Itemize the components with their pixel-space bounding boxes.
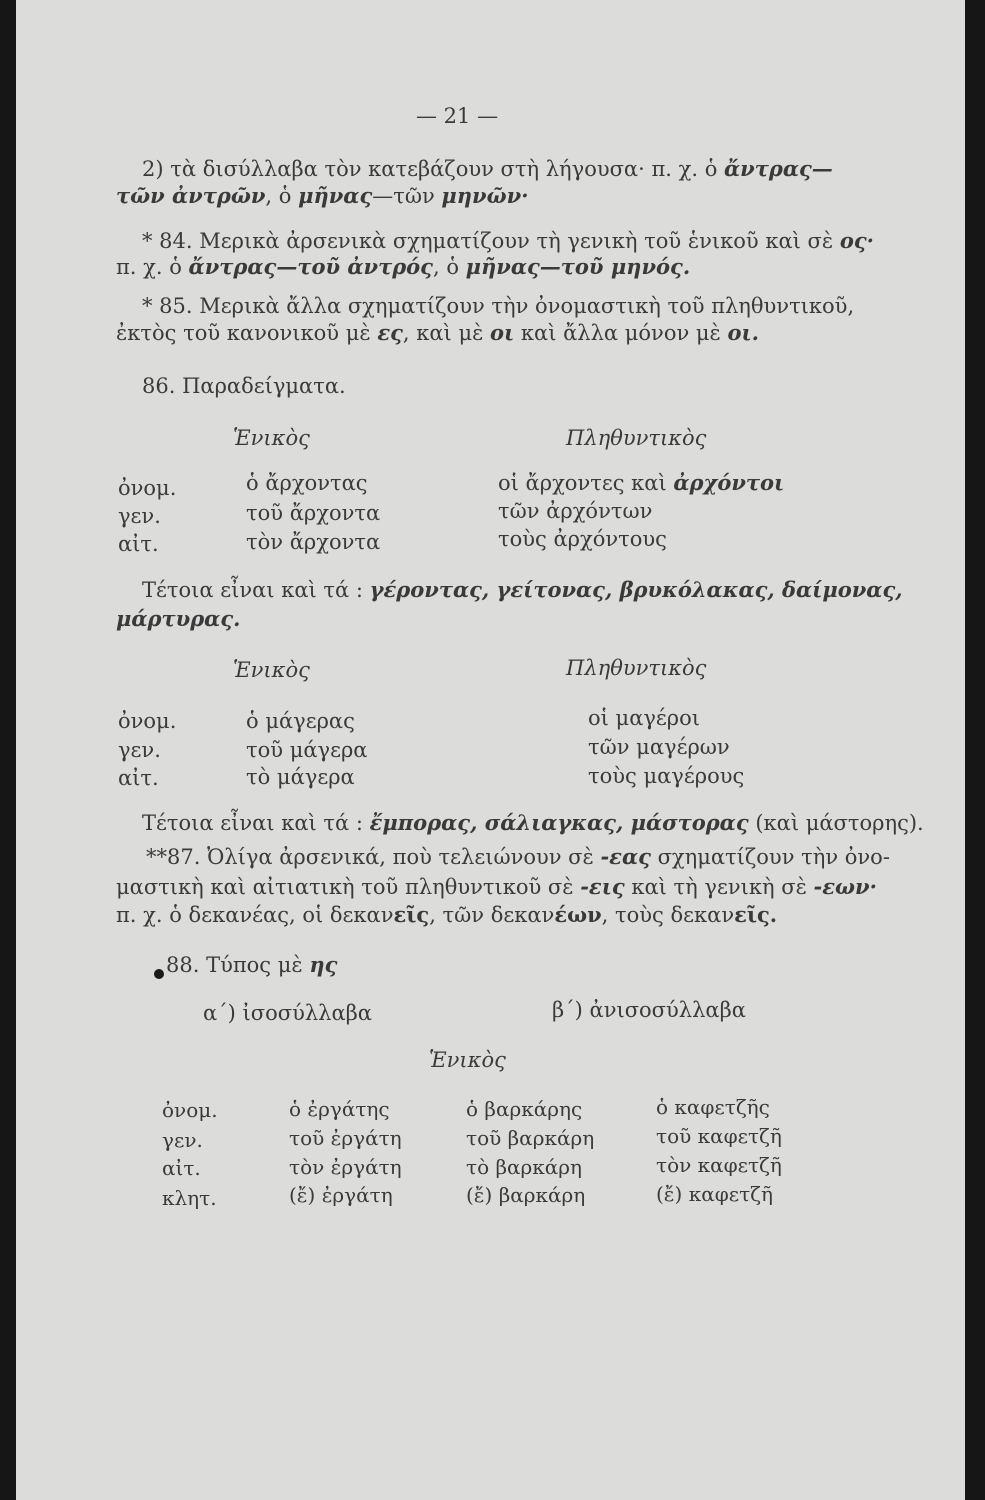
note-line: Τέτοια εἶναι καὶ τά : γέροντας, γείτονας, βρυκόλακας, δαίμονας, (142, 577, 903, 602)
case-label: αἰτ. (118, 532, 159, 556)
declension-form: ὁ βαρκάρης (466, 1097, 583, 1121)
declension-form: τὸν ἐργάτη (289, 1155, 402, 1179)
declension-form: τὸν καφετζῆ (656, 1153, 782, 1177)
paragraph-line: 2) τὰ δισύλλαβα τὸν κατεβάζουν στὴ λήγουσα· π. χ. ὁ ἄντρας— (142, 156, 833, 181)
singular-form: τὸν ἄρχοντα (246, 530, 381, 554)
declension-form: (ἔ) καφετζῆ (656, 1182, 773, 1206)
plural-form: τῶν ἀρχόντων (498, 499, 653, 523)
plural-heading: Πληθυντικὸς (566, 656, 707, 680)
paragraph-line: μαστικὴ καὶ αἰτιατικὴ τοῦ πληθυντικοῦ σὲ -εις καὶ τὴ γενικὴ σὲ -εων· (116, 874, 877, 899)
subheading-anisosyllabic: β΄) ἀνισοσύλλαβα (552, 998, 746, 1022)
singular-heading: Ἑνικὸς (429, 1048, 506, 1072)
note-line: μάρτυρας. (116, 606, 241, 631)
ink-blot (154, 969, 164, 979)
note-line: Τέτοια εἶναι καὶ τά : ἔμπορας, σάλιαγκας, μάστορας (καὶ μάστορης). (142, 810, 924, 835)
paragraph-84: * 84. Μερικὰ ἀρσενικὰ σχηματίζουν τὴ γενικὴ τοῦ ἑνικοῦ καὶ σὲ ος· (142, 228, 874, 253)
case-label: ὀνομ. (118, 476, 177, 500)
paragraph-85: * 85. Μερικὰ ἄλλα σχηματίζουν τὴν ὀνομαστικὴ τοῦ πληθυντικοῦ, (142, 294, 855, 318)
page-number: — 21 — (416, 104, 499, 128)
plural-form: τοὺς ἀρχόντους (498, 527, 667, 551)
declension-form: τὸ βαρκάρη (466, 1155, 583, 1179)
case-label: ὀνομ. (118, 709, 177, 733)
paragraph-line: π. χ. ὁ δεκανέας, οἱ δεκανεῖς, τῶν δεκανέων, τοὺς δεκανεῖς. (116, 902, 778, 927)
plural-form: τῶν μαγέρων (588, 735, 730, 759)
paragraph-line: τῶν ἀντρῶν, ὁ μῆνας—τῶν μηνῶν· (116, 183, 529, 208)
case-label: αἰτ. (162, 1156, 201, 1180)
singular-form: ὁ ἄρχοντας (246, 471, 368, 495)
case-label: γεν. (162, 1128, 203, 1152)
declension-form: (ἔ) ἐργάτη (289, 1183, 393, 1207)
singular-heading: Ἑνικὸς (233, 426, 310, 450)
section-86-heading: 86. Παραδείγματα. (142, 374, 346, 398)
declension-form: ὁ ἐργάτης (289, 1097, 390, 1121)
declension-form: τοῦ βαρκάρη (466, 1126, 595, 1150)
singular-form: τὸ μάγερα (246, 765, 355, 789)
case-label: γεν. (118, 504, 161, 528)
plural-heading: Πληθυντικὸς (566, 426, 707, 450)
scan-border-right (965, 0, 985, 1500)
declension-form: τοῦ καφετζῆ (656, 1124, 782, 1148)
singular-form: τοῦ ἄρχοντα (246, 501, 381, 525)
section-88-heading: 88. Τύπος μὲ ης (166, 952, 338, 977)
case-label: αἰτ. (118, 766, 159, 790)
plural-form: τοὺς μαγέρους (588, 764, 745, 788)
singular-form: τοῦ μάγερα (246, 738, 368, 762)
singular-heading: Ἑνικὸς (233, 658, 310, 682)
scan-border-left (0, 0, 16, 1500)
declension-form: (ἔ) βαρκάρη (466, 1183, 586, 1207)
paragraph-87: **87. Ὀλίγα ἀρσενικά, ποὺ τελειώνουν σὲ -εας σχηματίζουν τὴν ὀνο- (146, 844, 890, 869)
paragraph-line: ἐκτὸς τοῦ κανονικοῦ μὲ ες, καὶ μὲ οι καὶ ἄλλα μόνον μὲ οι. (116, 320, 759, 345)
case-label: γεν. (118, 738, 161, 762)
paragraph-line: π. χ. ὁ ἄντρας—τοῦ ἀντρός, ὁ μῆνας—τοῦ μηνός. (116, 254, 691, 279)
declension-form: τοῦ ἐργάτη (289, 1126, 402, 1150)
plural-form: οἱ μαγέροι (588, 706, 701, 730)
case-label: κλητ. (162, 1186, 217, 1210)
declension-form: ὁ καφετζῆς (656, 1095, 770, 1119)
singular-form: ὁ μάγερας (246, 709, 355, 733)
subheading-isosyllabic: α΄) ἰσοσύλλαβα (203, 1001, 372, 1025)
plural-form: οἱ ἄρχοντες καὶ ἀρχόντοι (498, 470, 785, 495)
case-label: ὀνομ. (162, 1098, 218, 1122)
